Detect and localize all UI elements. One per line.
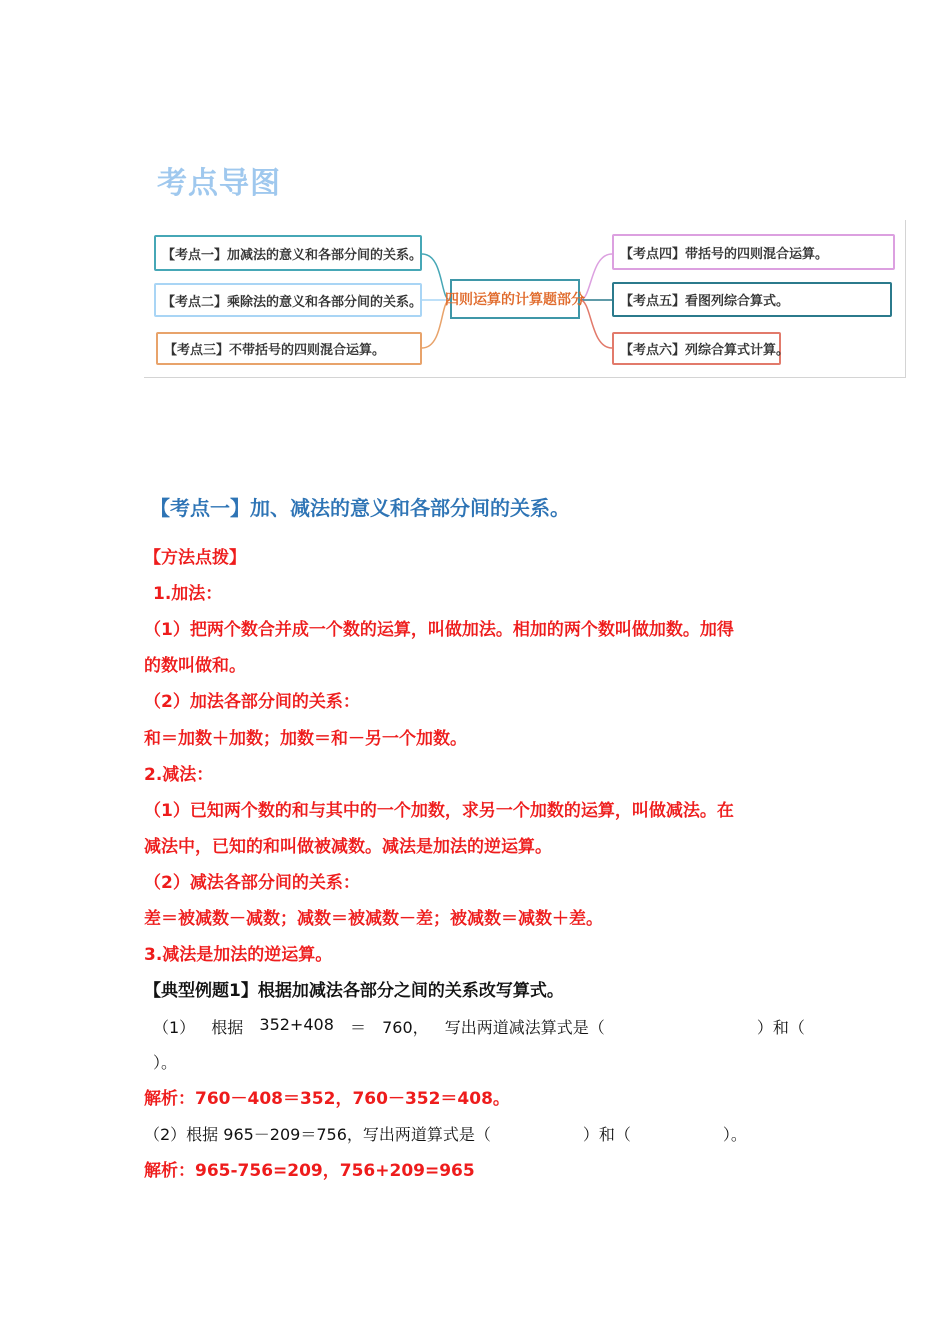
mind-map-node-5 bbox=[612, 282, 892, 317]
mind-map-node-1 bbox=[154, 235, 422, 271]
q2-part-1: （2）根据 965－209＝756，写出两道算式是（ bbox=[144, 1125, 491, 1144]
mind-map-node-2 bbox=[154, 283, 422, 317]
q1-blank-1 bbox=[621, 1015, 741, 1038]
inverse-note: 3.减法是加法的逆运算。 bbox=[144, 945, 333, 965]
sub-title: 2.减法： bbox=[144, 765, 214, 785]
method-heading: 【方法点拨】 bbox=[144, 548, 246, 568]
node-6-label: 【考点六】列综合算式计算。 bbox=[620, 343, 790, 358]
q1-part-3: 352+408 bbox=[259, 1015, 334, 1034]
q2-part-3: ）。 bbox=[722, 1125, 747, 1144]
add-definition-line1: （1）把两个数合并成一个数的运算，叫做加法。相加的两个数叫做加数。加得 bbox=[144, 620, 734, 640]
add-definition-line2: 的数叫做和。 bbox=[144, 656, 246, 676]
q1-part-6: 写出两道减法算式是（ bbox=[444, 1018, 605, 1037]
q1-part-1: （1） bbox=[153, 1018, 196, 1037]
add-title: 1.加法： bbox=[153, 584, 223, 604]
sub-definition-line2: 减法中，已知的和叫做被减数。减法是加法的逆运算。 bbox=[144, 837, 552, 857]
mind-map bbox=[144, 220, 906, 378]
question-1-line1 bbox=[153, 1015, 805, 1038]
node-3-label: 【考点三】不带括号的四则混合运算。 bbox=[164, 343, 386, 358]
sub-relation-heading: （2）减法各部分间的关系： bbox=[144, 873, 360, 893]
question-1-line2: ）。 bbox=[153, 1053, 178, 1072]
q2-blank-1 bbox=[491, 1123, 583, 1147]
q1-part-5: 760， bbox=[382, 1018, 429, 1037]
node-5-label: 【考点五】看图列综合算式。 bbox=[620, 294, 790, 309]
example-title: 【典型例题1】根据加减法各部分之间的关系改写算式。 bbox=[144, 981, 564, 1001]
q2-blank-2 bbox=[631, 1123, 723, 1147]
add-relation-formula: 和＝加数＋加数；加数＝和－另一个加数。 bbox=[144, 729, 467, 749]
node-4-label: 【考点四】带括号的四则混合运算。 bbox=[620, 246, 829, 262]
section-title: 【考点一】加、减法的意义和各部分间的关系。 bbox=[150, 496, 570, 520]
sub-definition-line1: （1）已知两个数的和与其中的一个加数，求另一个加数的运算，叫做减法。在 bbox=[144, 801, 734, 821]
answer-1: 解析：760－408＝352，760－352＝408。 bbox=[144, 1089, 510, 1109]
node-2-label: 【考点二】乘除法的意义和各部分间的关系。 bbox=[162, 294, 423, 310]
add-relation-heading: （2）加法各部分间的关系： bbox=[144, 692, 360, 712]
q2-part-2: ）和（ bbox=[582, 1125, 631, 1144]
q1-part-4: ＝ bbox=[349, 1018, 366, 1037]
node-1-label: 【考点一】加减法的意义和各部分间的关系。 bbox=[162, 247, 423, 263]
mind-map-center-node: 四则运算的计算题部分 bbox=[450, 279, 580, 319]
mind-map-node-4 bbox=[612, 234, 895, 270]
q1-part-2: 根据 bbox=[211, 1018, 244, 1037]
mind-map-node-3 bbox=[156, 332, 422, 365]
q1-part-7: ）和（ bbox=[756, 1018, 805, 1037]
mind-map-node-6 bbox=[612, 332, 790, 365]
answer-2: 解析：965-756=209，756+209=965 bbox=[144, 1161, 475, 1181]
map-title: 考点导图 bbox=[157, 166, 281, 201]
sub-relation-formula: 差＝被减数－减数；减数＝被减数－差；被减数＝减数＋差。 bbox=[144, 909, 603, 929]
question-2 bbox=[144, 1123, 747, 1147]
